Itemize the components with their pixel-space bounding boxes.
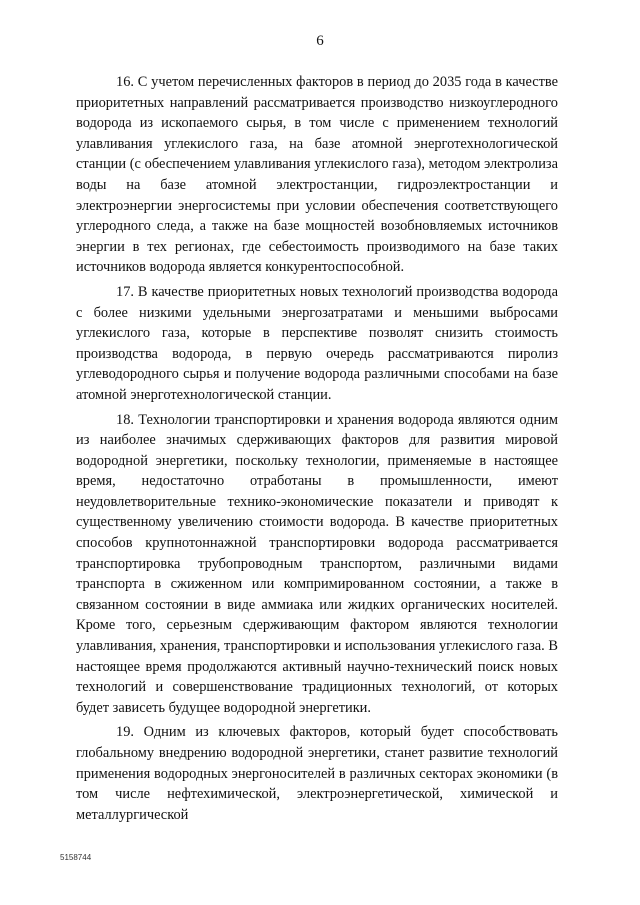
paragraph-17: 17. В качестве приоритетных новых технологий производства водорода с более низкими удельными энергозатратами и меньшими выбросами углекислого газа, которые в перспективе позволят снизить стоимость производства водорода, в первую очередь рассматриваются пиролиз углеводородного сырья и получение водорода различными способами на базе атомной энерготехнологической станции. <box>76 283 558 403</box>
paragraph-18: 18. Технологии транспортировки и хранения водорода являются одним из наиболее значимых сдерживающих факторов для развития мировой водородной энергетики, поскольку технологии, применяемые в настоящее время, недостаточно отработаны в промышленности, имеют неудовлетворительные технико-экономические показатели и приводят к существенному увеличению стоимости водорода. В качестве приоритетных способов крупнотоннажной транспортировки водорода рассматривается транспортировка трубопроводным транспортом, различными видами транспорта в сжиженном или компримированном состоянии, а также в связанном состоянии в виде аммиака или жидких органических носителей. Кроме того, серьезным сдерживающим фактором являются технологии улавливания, хранения, транспортировки и использования углекислого газа. В настоящее время продолжаются активный научно-технический поиск новых технологий и совершенствование традиционных технологий, от которых будет зависеть будущее водородной энергетики. <box>76 411 558 716</box>
document-body <box>76 72 558 825</box>
paragraph-16: 16. С учетом перечисленных факторов в период до 2035 года в качестве приоритетных направлений рассматривается производство низкоуглеродного водорода из ископаемого сырья, в том числе с применением технологий улавливания углекислого газа, на базе атомной энерготехнологической станции (с обеспечением улавливания углекислого газа), методом электролиза воды на базе атомной электростанции, гидроэлектростанции и электроэнергии энергосистемы при условии обеспечения соответствующего углеродного следа, а также на базе мощностей возобновляемых источников энергии в тех регионах, где себестоимость производимого на базе таких источников водорода является конкурентоспособной. <box>76 74 558 276</box>
paragraph-19: 19. Одним из ключевых факторов, который будет способствовать глобальному внедрению водородной энергетики, станет развитие технологий применения водородных энергоносителей в различных секторах экономики (в том числе нефтехимической, электроэнергетической, химической и металлургической <box>76 724 558 823</box>
page-number: 6 <box>316 33 324 49</box>
document-code: 5158744 <box>60 853 92 862</box>
